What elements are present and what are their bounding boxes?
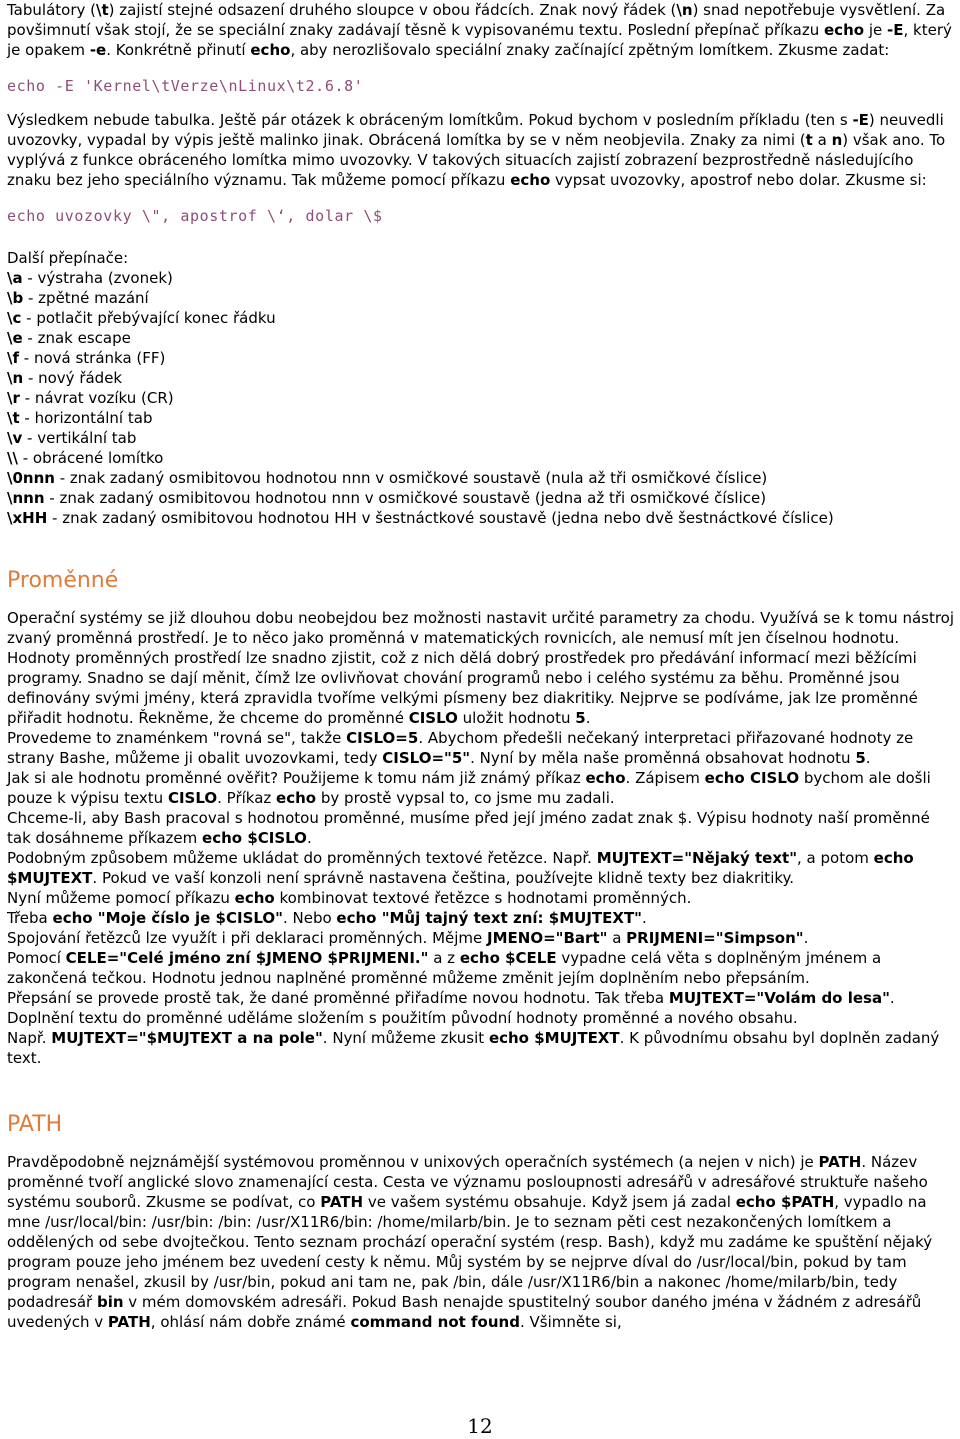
text: . Abychom předešli nečekaný interpretaci přiřazované hodnoty ze strany Bashe, můžeme ji obalit uvozovkami, tedy: [7, 729, 914, 767]
code-term: MUJTEXT="$MUJTEXT a na pole": [51, 1029, 323, 1047]
text: . K původnímu obsahu byl doplněn zadaný text.: [7, 1029, 940, 1067]
text: bychom ale došli pouze k výpisu textu: [7, 769, 931, 807]
code-example-2: echo uvozovky \", apostrof \‘, dolar \$: [7, 207, 383, 225]
switch-list-item: [7, 348, 957, 368]
code-term: n: [831, 131, 843, 149]
text: kombinovat textové řetězce s hodnotami proměnných.: [274, 889, 692, 907]
text: je: [864, 21, 887, 39]
code-term: PRIJMENI="Simpson": [626, 929, 804, 947]
switch-list-item: [7, 408, 957, 428]
text: .: [585, 709, 591, 727]
text: uložit hodnotu: [457, 709, 576, 727]
text: a: [812, 131, 832, 149]
text: ) však ano. To vyplývá z funkce obráceného lomítka mimo uvozovky. V takových situacích zajistí zobrazení bezprostředně následujícího znaku bez jeho speciálního významu. Tak můžeme pomocí příkazu: [7, 131, 946, 189]
switch-description: - znak zadaný osmibitovou hodnotou nnn v osmičkové soustavě (nula až tři osmičkové číslice): [54, 469, 768, 487]
variables-paragraph: [7, 728, 957, 768]
switch-list-item: [7, 328, 957, 348]
switch-list-item: [7, 428, 957, 448]
path-paragraph: [7, 1152, 957, 1332]
text: .: [889, 989, 895, 1007]
switch-key: \xHH: [7, 509, 48, 527]
switch-key: \nnn: [7, 489, 45, 507]
code-term: command not found: [350, 1313, 520, 1331]
code-term: 5: [855, 749, 866, 767]
code-term: -E: [887, 21, 904, 39]
code-term: echo: [250, 41, 291, 59]
code-term: CELE="Celé jméno zní $JMENO $PRIJMENI.": [65, 949, 429, 967]
code-term: MUJTEXT="Nějaký text": [596, 849, 798, 867]
text: Tabulátory (: [7, 1, 96, 19]
text: . Název proměnné tvoří anglické slovo znamenající cesta. Cesta ve významu posloupnosti adresářů v adresářové struktuře našeho systému souborů. Zkusme se podívat, co: [7, 1153, 928, 1211]
text: ) neuvedli uvozovky, vypadal by výpis ještě malinko jinak. Obrácená lomítka by se v něm neobjevila. Znaky za nimi (: [7, 111, 944, 149]
text: vypsat uvozovky, apostrof nebo dolar. Zkusme si:: [550, 171, 927, 189]
switch-list-item: [7, 468, 957, 488]
code-term: echo: [585, 769, 626, 787]
switch-list: [7, 248, 957, 528]
code-term: \n: [676, 1, 693, 19]
switch-list-item: [7, 508, 957, 528]
switch-description: - návrat vozíku (CR): [19, 389, 174, 407]
text: . Nebo: [282, 909, 337, 927]
switch-list-item: [7, 268, 957, 288]
switch-list-item: [7, 448, 957, 468]
text: Spojování řetězců lze využít i při deklaraci proměnných. Mějme: [7, 929, 488, 947]
variables-paragraph: [7, 888, 957, 908]
text: Třeba: [7, 909, 53, 927]
backslash-paragraph: [7, 110, 957, 190]
text: Výsledkem nebude tabulka. Ještě pár otázek k obráceným lomítkům. Pokud bychom v posledním příkladu (ten s: [7, 111, 853, 129]
text: . Nyní můžeme zkusit: [322, 1029, 489, 1047]
text: , který je opakem: [7, 21, 952, 59]
code-term: CISLO=5: [346, 729, 419, 747]
code-term: echo $MUJTEXT: [488, 1029, 620, 1047]
switch-key: \\: [7, 449, 18, 467]
switch-key: \c: [7, 309, 22, 327]
switch-list-item: [7, 288, 957, 308]
variables-paragraph: [7, 848, 957, 888]
text: . Příkaz: [217, 789, 277, 807]
switch-key: \f: [7, 349, 20, 367]
code-term: 5: [575, 709, 586, 727]
text: , aby nerozlišovalo speciální znaky začínající zpětným lomítkem. Zkusme zadat:: [290, 41, 890, 59]
text: . Všimněte si,: [519, 1313, 622, 1331]
text: . Nyní by měla naše proměnná obsahovat hodnotu: [470, 749, 856, 767]
code-example-1: echo -E 'Kernel\tVerze\nLinux\t2.6.8': [7, 77, 364, 95]
switch-description: - nová stránka (FF): [19, 349, 166, 367]
text: a z: [428, 949, 460, 967]
switch-description: - horizontální tab: [19, 409, 153, 427]
switch-key: \r: [7, 389, 20, 407]
code-term: PATH: [818, 1153, 862, 1171]
section-heading-path: PATH: [7, 1112, 63, 1137]
code-term: echo $CELE: [459, 949, 557, 967]
code-term: -E: [852, 111, 869, 129]
text: . Konkrétně přinutí: [106, 41, 251, 59]
switch-description: - obrácené lomítko: [17, 449, 164, 467]
text: Např.: [7, 1029, 52, 1047]
code-term: echo $CISLO: [202, 829, 307, 847]
switch-key: \n: [7, 369, 24, 387]
code-term: echo $MUJTEXT: [7, 849, 914, 887]
code-term: echo CISLO: [704, 769, 800, 787]
variables-paragraph: [7, 608, 957, 728]
switch-key: \e: [7, 329, 23, 347]
text: Operační systémy se již dlouhou dobu neobejdou bez možnosti nastavit určité parametry za chodu. Využívá se k tomu nástroj zvaný proměnná prostředí. Je to něco jako proměnná v matematických rovnicích, ale nemusí mít jen číselnou hodnotu. Hodnoty proměnných prostředí lze snadno zjistit, což z nich dělá dobrý prostředek pro předávání informací mezi běžícími programy. Snadno se dají měnit, čímž lze ovlivňovat chování programů nebo i celého systému za běhu. Proměnné jsou definovány svými jmény, která zpravidla tvoříme velkými písmeny bez diakritiky. Nejprve se podíváme, jak lze proměnné přiřadit hodnotu. Řekněme, že chceme do proměnné: [7, 609, 955, 727]
text: .: [306, 829, 312, 847]
switch-description: - zpětné mazání: [23, 289, 149, 307]
code-term: PATH: [320, 1193, 364, 1211]
text: , ohlásí nám dobře známé: [150, 1313, 351, 1331]
switch-description: - potlačit přebývající konec řádku: [21, 309, 276, 327]
text: . Pokud ve vaší konzoli není správně nastavena čeština, používejte klidně texty bez diakritiky.: [92, 869, 795, 887]
variables-paragraph: [7, 928, 957, 948]
variables-paragraph: Doplnění textu do proměnné uděláme složením s použitím původní hodnoty proměnné a nového obsahu.: [7, 1009, 798, 1027]
switch-key: \a: [7, 269, 23, 287]
switch-key: \t: [7, 409, 20, 427]
text: Přepsání se provede prostě tak, že dané proměnné přiřadíme novou hodnotu. Tak třeba: [7, 989, 669, 1007]
code-term: \t: [95, 1, 109, 19]
code-term: -e: [89, 41, 107, 59]
switch-description: - výstraha (zvonek): [22, 269, 173, 287]
text: by prostě vypsal to, co jsme mu zadali.: [316, 789, 615, 807]
code-term: CISLO: [167, 789, 218, 807]
document-page: [7, 0, 957, 1332]
text: ) zajistí stejné odsazení druhého sloupce v obou řádcích. Znak nový řádek (: [108, 1, 677, 19]
code-term: echo "Můj tajný text zní: $MUJTEXT": [336, 909, 642, 927]
switch-key: \0nnn: [7, 469, 55, 487]
code-term: PATH: [107, 1313, 151, 1331]
code-term: echo: [510, 171, 551, 189]
code-term: bin: [96, 1293, 124, 1311]
switch-list-item: [7, 368, 957, 388]
code-term: echo "Moje číslo je $CISLO": [52, 909, 283, 927]
code-term: echo: [824, 21, 865, 39]
switch-key: \v: [7, 429, 23, 447]
switch-key: \b: [7, 289, 24, 307]
text: Nyní můžeme pomocí příkazu: [7, 889, 235, 907]
switch-list-item: [7, 488, 957, 508]
code-term: echo: [234, 889, 275, 907]
text: .: [642, 909, 647, 927]
switch-description: - znak zadaný osmibitovou hodnotou HH v šestnáctkové soustavě (jedna nebo dvě šestnáctkové číslice): [47, 509, 834, 527]
code-term: CISLO: [408, 709, 458, 727]
switch-description: - znak escape: [22, 329, 131, 347]
text: Provedeme to znaménkem "rovná se", takže: [7, 729, 347, 747]
text: v mém domovském adresáři. Pokud Bash nenajde spustitelný soubor daného jména v žádném z adresářů uvedených v: [7, 1293, 922, 1331]
text: Jak si ale hodnotu proměnné ověřit? Použijeme k tomu nám již známý příkaz: [7, 769, 586, 787]
text: , vypadlo na mne /usr/local/bin: /usr/bin: /bin: /usr/X11R6/bin: /home/milarb/bin. Je to seznam pěti cest nezakončených lomítkem a oddělených od sebe dvojtečkou. Tento seznam prochází operační systém (resp. Bash), když mu zadáme ke spuštění nějaký program pouze jeho jménem bez uvedení cesty k němu. Můj systém by se nejprve díval do /usr/local/bin, pokud by tam program nenašel, zkusil by /usr/bin, pokud ani tam ne, pak /bin, dále /usr/X11R6/bin a nakonec /home/milarb/bin, tedy podadresář: [7, 1193, 933, 1311]
switch-items: [7, 268, 957, 528]
text: , a potom: [797, 849, 874, 867]
code-term: MUJTEXT="Volám do lesa": [668, 989, 890, 1007]
variables-paragraph: [7, 808, 957, 848]
variables-paragraph: [7, 768, 957, 808]
text: .: [865, 749, 871, 767]
text: Chceme-li, aby Bash pracoval s hodnotou proměnné, musíme před její jméno zadat znak $. Výpisu hodnoty naší proměnné tak dosáhneme příkazem: [7, 809, 930, 847]
switch-description: - vertikální tab: [22, 429, 137, 447]
switch-list-item: [7, 388, 957, 408]
code-term: JMENO="Bart": [487, 929, 608, 947]
variables-paragraph: [7, 908, 957, 928]
switch-description: - nový řádek: [23, 369, 123, 387]
text: vypadne celá věta s doplněným jménem a zakončená tečkou. Hodnotu jednou naplněné proměnné můžeme změnit jejím doplněním nebo přepsáním.: [7, 949, 882, 987]
section-heading-variables: Proměnné: [7, 568, 119, 593]
text: ) snad nepotřebuje vysvětlení. Za povšimnutí však stojí, že se speciální znaky zadávají těsně k vypisovanému textu. Poslední přepínač příkazu: [7, 1, 946, 39]
code-term: t: [805, 131, 813, 149]
code-term: echo $PATH: [735, 1193, 835, 1211]
variables-section-body: [7, 608, 957, 1068]
text: a: [607, 929, 627, 947]
intro-paragraph: [7, 0, 957, 60]
variables-paragraph: [7, 1028, 957, 1068]
page-number: 12: [467, 1414, 493, 1438]
variables-paragraph: [7, 948, 957, 988]
text: Pravděpodobně nejznámější systémovou proměnnou v unixových operačních systémech (a nejen v nich) je: [7, 1153, 819, 1171]
text: .: [803, 929, 809, 947]
text: Pomocí: [7, 949, 66, 967]
switch-list-item: [7, 308, 957, 328]
text: ve vašem systému obsahuje. Když jsem já zadal: [363, 1193, 736, 1211]
code-term: echo: [276, 789, 317, 807]
switch-description: - znak zadaný osmibitovou hodnotou nnn v osmičkové soustavě (jedna až tři osmičkové číslice): [44, 489, 767, 507]
text: . Zápisem: [625, 769, 705, 787]
text: Podobným způsobem můžeme ukládat do proměnných textové řetězce. Např.: [7, 849, 597, 867]
code-term: CISLO="5": [382, 749, 471, 767]
variables-paragraph: [7, 988, 957, 1008]
switch-list-title: Další přepínače:: [7, 249, 129, 267]
